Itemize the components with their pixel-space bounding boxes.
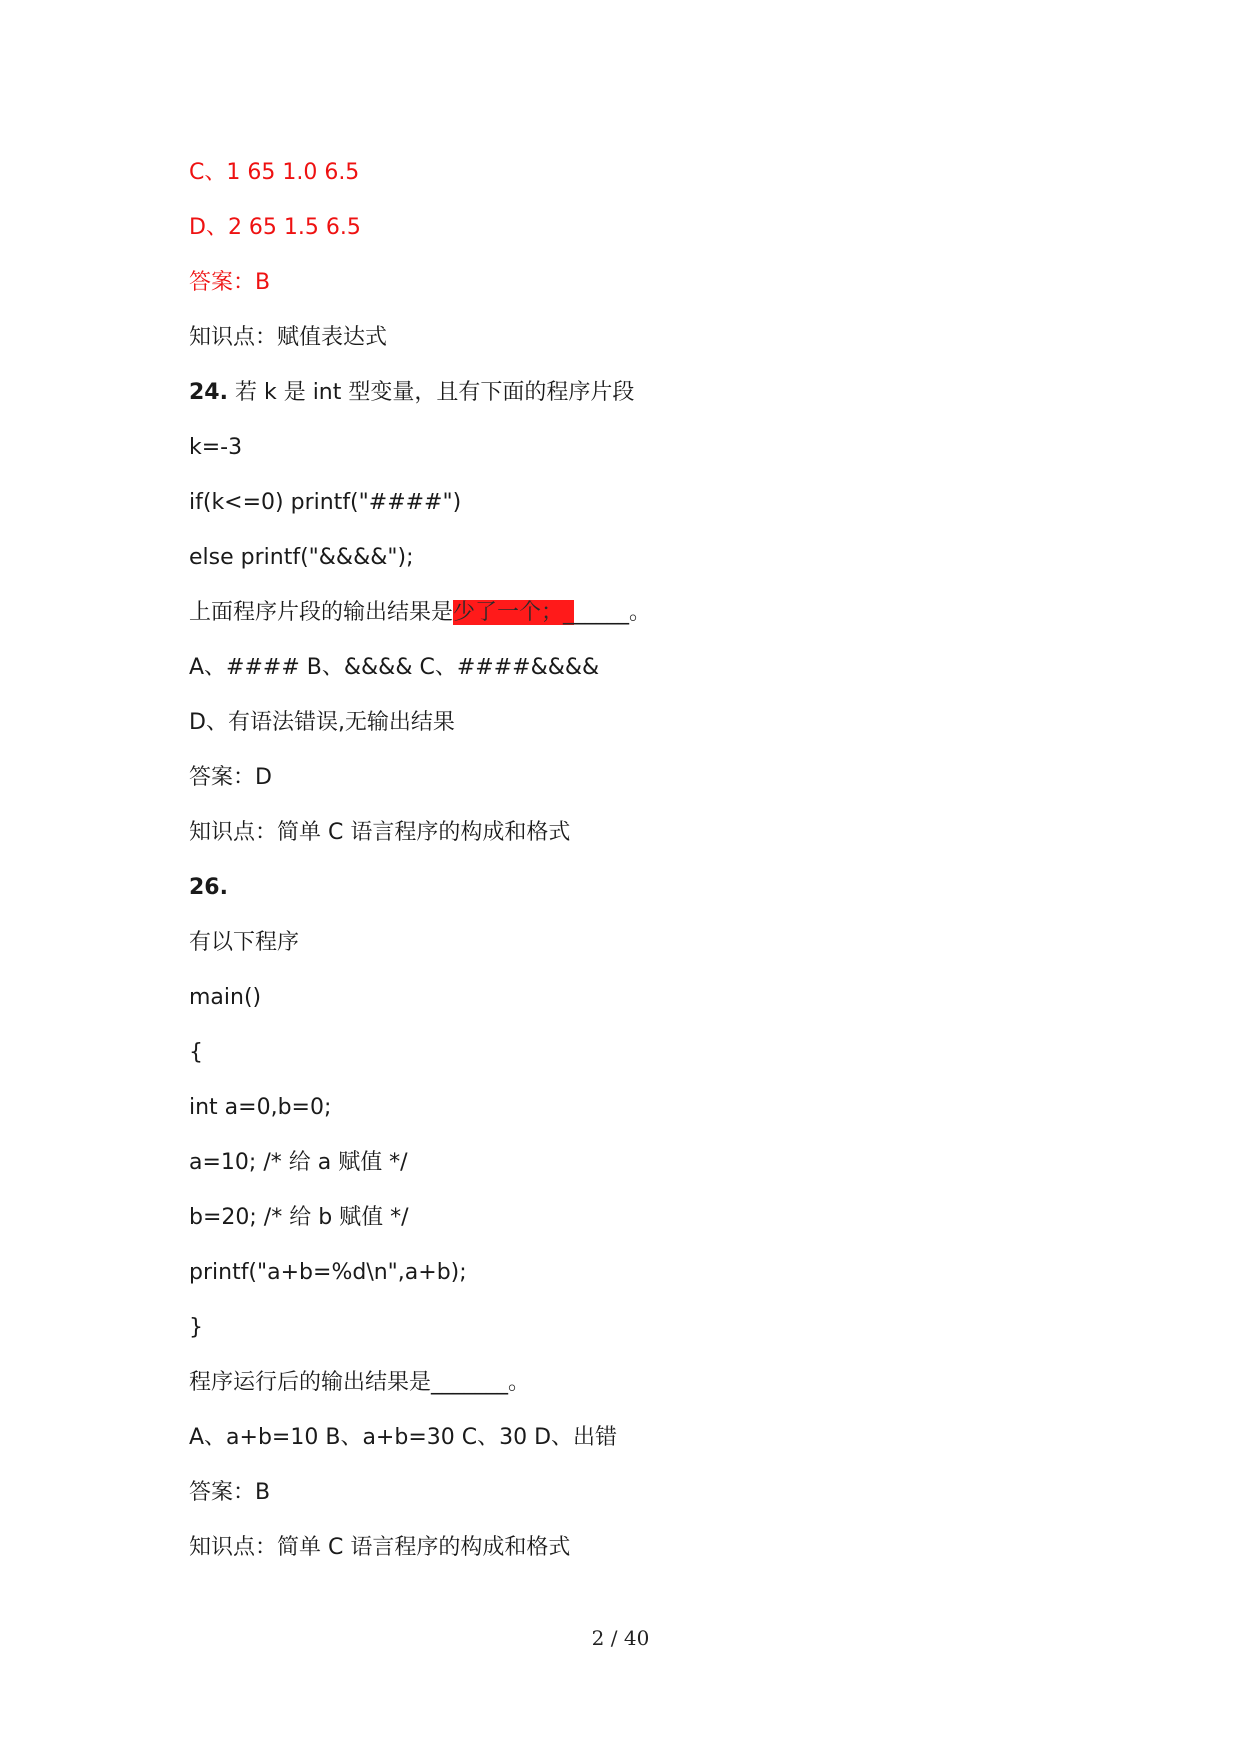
answer-line: 答案：B [189, 270, 271, 295]
code-line: b=20; /* 给 b 赋值 */ [189, 1205, 409, 1230]
code-line: else printf("&&&&"); [189, 545, 414, 570]
options-line: A、a+b=10 B、a+b=30 C、30 D、出错 [189, 1425, 618, 1450]
option-d-line: D、2 65 1.5 6.5 [189, 215, 361, 240]
code-line: if(k<=0) printf("####") [189, 490, 462, 515]
question-26-number: 26. [189, 875, 228, 900]
option-d-line: D、有语法错误,无输出结果 [189, 710, 455, 735]
option-c-line: C、1 65 1.0 6.5 [189, 160, 360, 185]
question-text: 有以下程序 [189, 930, 300, 955]
code-line: { [189, 1040, 203, 1065]
knowledge-point-line: 知识点：简单 C 语言程序的构成和格式 [189, 1535, 571, 1560]
stem-text: 上面程序片段的输出结果是 [189, 600, 454, 625]
knowledge-point-line: 知识点：赋值表达式 [189, 325, 388, 350]
question-stem-line: 程序运行后的输出结果是_______。 [189, 1370, 531, 1395]
code-line: main() [189, 985, 262, 1010]
knowledge-point-line: 知识点：简单 C 语言程序的构成和格式 [189, 820, 571, 845]
question-text: 若 k 是 int 型变量，且有下面的程序片段 [227, 380, 635, 405]
question-number: 24. [189, 380, 228, 405]
stem-blank: _____。 [574, 600, 652, 625]
options-line: A、#### B、&&&& C、####&&&& [189, 655, 600, 680]
question-24-header [189, 365, 1089, 420]
page-content [189, 145, 1089, 1575]
question-stem-line [189, 585, 1089, 640]
highlight-annotation: 少了一个；_ [453, 600, 575, 625]
code-line: k=-3 [189, 435, 243, 460]
answer-line: 答案：B [189, 1480, 271, 1505]
code-line: a=10; /* 给 a 赋值 */ [189, 1150, 408, 1175]
code-line: int a=0,b=0; [189, 1095, 332, 1120]
code-line: } [189, 1315, 203, 1340]
page-number: 2 / 40 [591, 1626, 650, 1650]
code-line: printf("a+b=%d\n",a+b); [189, 1260, 467, 1285]
answer-line: 答案：D [189, 765, 272, 790]
